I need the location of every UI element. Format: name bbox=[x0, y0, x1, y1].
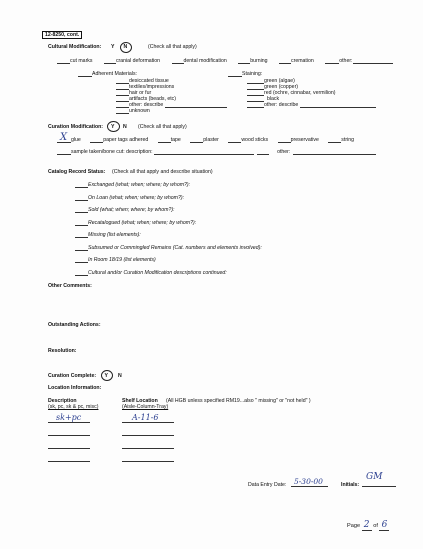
cultural-instruction: (Check all that apply) bbox=[148, 44, 197, 50]
initials-field[interactable] bbox=[362, 482, 396, 487]
catalog-item: Missing (list elements): bbox=[75, 233, 141, 238]
shelf-location-field[interactable] bbox=[122, 431, 174, 436]
curation-other-label: other: bbox=[277, 149, 291, 155]
curation-other-field[interactable] bbox=[293, 150, 376, 155]
curation-complete-label: Curation Complete: bbox=[48, 373, 97, 379]
tape-option[interactable]: tape bbox=[170, 137, 181, 143]
cranial-deformation-option[interactable]: cranial deformation bbox=[115, 58, 161, 64]
staining-item: red (ochre, cinnabar, vermilion) bbox=[247, 91, 336, 96]
sample-description-field[interactable] bbox=[154, 150, 254, 155]
shelf-location-field[interactable] bbox=[122, 444, 174, 449]
other-comments-label: Other Comments: bbox=[48, 283, 92, 289]
catalog-item: Sold (what; when; where; by whom?): bbox=[75, 208, 175, 213]
curation-complete-yes[interactable]: Y bbox=[104, 373, 108, 379]
description-sub: (sk, pc, sk & pc, misc) bbox=[48, 404, 99, 410]
adherent-item: desiccated tissue bbox=[116, 79, 169, 84]
preservative-option[interactable]: preservative bbox=[290, 137, 319, 143]
shelf-location-field[interactable] bbox=[122, 457, 174, 462]
description-field[interactable] bbox=[48, 444, 90, 449]
curation-instruction: (Check all that apply) bbox=[138, 124, 187, 130]
catalog-record-label: Catalog Record Status: bbox=[48, 169, 106, 175]
sample-taken-label: sample taken/bone cut: description: bbox=[71, 149, 153, 155]
curation-no[interactable]: N bbox=[123, 124, 127, 130]
curation-modification-label: Curation Modification: bbox=[48, 124, 104, 130]
adherent-item: unknown bbox=[116, 109, 150, 114]
catalog-record-instruction: (Check all that apply and describe situation) bbox=[112, 169, 213, 175]
data-entry-date-value[interactable]: 5-30-00 bbox=[294, 477, 323, 486]
resolution-label: Resolution: bbox=[48, 348, 77, 354]
cultural-row1 bbox=[57, 59, 393, 64]
description-field[interactable] bbox=[48, 418, 90, 423]
form-id: 12-8250, cont. bbox=[45, 31, 80, 38]
description-header: Description bbox=[48, 398, 77, 404]
glue-option[interactable]: glue bbox=[71, 137, 81, 143]
description-field[interactable] bbox=[48, 457, 90, 462]
cultural-no[interactable]: N bbox=[123, 44, 128, 50]
catalog-item: Recatalogued (what; when; where; by whom?): bbox=[75, 221, 196, 226]
catalog-item: On Loan (what; when; where; by whom?): bbox=[75, 196, 184, 201]
data-entry-date-label: Data Entry Date: bbox=[248, 482, 287, 488]
adherent-materials bbox=[78, 72, 137, 77]
staining bbox=[228, 72, 262, 77]
glue-check-mark: X bbox=[60, 132, 68, 143]
initials-value[interactable]: GM bbox=[366, 472, 383, 482]
outstanding-actions-label: Outstanding Actions: bbox=[48, 322, 101, 328]
catalog-item: Exchanged (what; when; where; by whom?): bbox=[75, 183, 190, 188]
shelf-location-header: Shelf Location bbox=[122, 398, 158, 404]
other-option[interactable]: other: bbox=[339, 58, 353, 64]
page-current: 2 bbox=[362, 521, 372, 531]
staining-label[interactable]: Staining: bbox=[242, 71, 263, 77]
burning-option[interactable]: burning bbox=[250, 58, 268, 64]
catalog-item: Cultural and/or Curation Modification descriptions continued: bbox=[75, 271, 227, 276]
description-field[interactable] bbox=[48, 431, 90, 436]
cut-marks-option[interactable]: cut marks bbox=[70, 58, 93, 64]
staining-item: other: describe bbox=[247, 103, 376, 108]
adherent-item: hair or fur bbox=[116, 91, 151, 96]
page-number: Page 2 of 6 bbox=[347, 521, 389, 531]
plaster-option[interactable]: plaster bbox=[203, 137, 219, 143]
initials-label: Initials: bbox=[341, 482, 360, 488]
wood-sticks-option[interactable]: wood sticks bbox=[241, 137, 269, 143]
staining-item: green (algae) bbox=[247, 79, 295, 84]
paper-tags-option[interactable]: paper tags adhered bbox=[103, 137, 149, 143]
shelf-location-value[interactable]: A-11-6 bbox=[132, 413, 159, 422]
catalog-item: In Room 18/19 (list elements) bbox=[75, 258, 156, 263]
string-option[interactable]: string bbox=[341, 137, 354, 143]
page-total: 6 bbox=[379, 521, 389, 531]
shelf-location-field[interactable] bbox=[122, 418, 174, 423]
dental-modification-option[interactable]: dental modification bbox=[183, 58, 227, 64]
adherent-item: other: describe bbox=[116, 103, 227, 108]
catalog-item: Subsumed or Commingled Remains (Cat. numbers and elements involved): bbox=[75, 246, 262, 251]
adherent-item: artifacts (beads, etc) bbox=[116, 97, 176, 102]
description-value[interactable]: sk+pc bbox=[56, 413, 82, 422]
curation-complete-no[interactable]: N bbox=[118, 373, 122, 379]
sample-row bbox=[57, 150, 376, 155]
curation-items bbox=[57, 138, 354, 143]
shelf-location-note: (All HGB unless specified RM19...also " missing" or "not held" ) bbox=[166, 398, 311, 404]
staining-item: green (copper) bbox=[247, 85, 298, 90]
cultural-modification-label: Cultural Modification: bbox=[48, 44, 102, 50]
location-label: Location Information: bbox=[48, 385, 102, 391]
cremation-option[interactable]: cremation bbox=[291, 58, 314, 64]
shelf-location-sub: (Aisle-Column-Tray) bbox=[122, 404, 169, 410]
adherent-item: textiles/impressions bbox=[116, 85, 174, 90]
curation-yes[interactable]: Y bbox=[111, 124, 115, 130]
cultural-yes[interactable]: Y bbox=[111, 44, 115, 50]
staining-item: black bbox=[247, 97, 279, 102]
adherent-materials-label[interactable]: Adherent Materials: bbox=[92, 71, 137, 77]
